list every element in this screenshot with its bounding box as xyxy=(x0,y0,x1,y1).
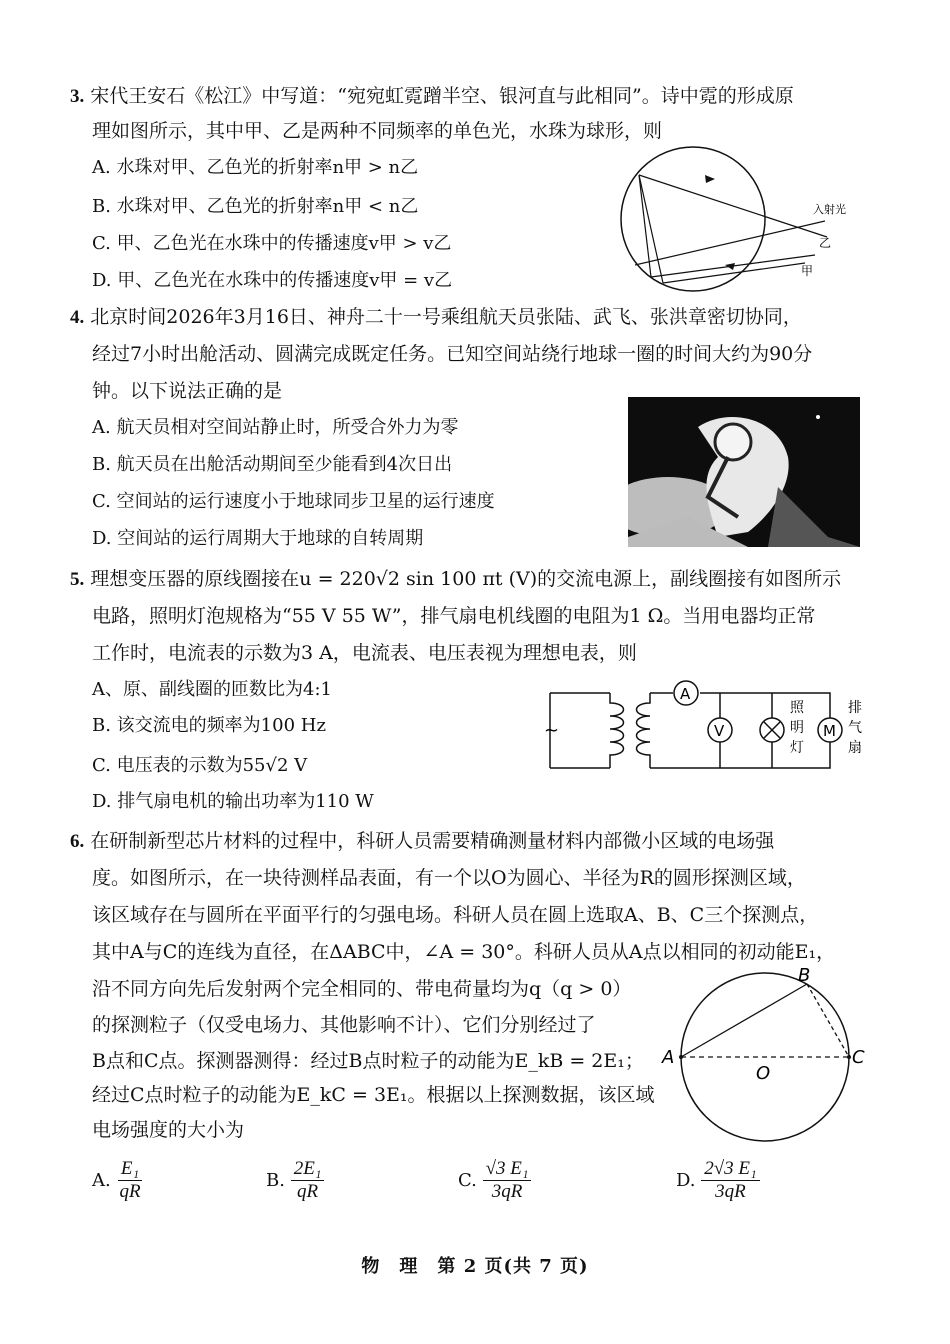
fan-label-3: 扇 xyxy=(848,740,862,756)
ray-3 xyxy=(635,221,825,265)
center-o-label: O xyxy=(756,1063,771,1084)
q3-rainbow-figure xyxy=(605,145,865,295)
q6-option-d-num: 2√3 E₁ xyxy=(701,1158,759,1181)
q4-option-d: D. 空间站的运行周期大于地球的自转周期 xyxy=(92,528,424,549)
q4-option-c: C. 空间站的运行速度小于地球同步卫星的运行速度 xyxy=(92,491,495,512)
internal-ray-2 xyxy=(639,175,663,283)
point-c-label: C xyxy=(852,1047,865,1068)
q6-option-d-den: 3qR xyxy=(715,1181,746,1202)
q4-number: 4. xyxy=(70,307,85,328)
page-footer: 物 理 第 2 页(共 7 页) xyxy=(361,1256,589,1277)
point-a-label: A xyxy=(662,1047,675,1068)
incident-light-label: 入射光 xyxy=(813,203,846,216)
q3-stem-text1: 宋代王安石《松江》中写道：“宛宛虹霓蹭半空、银河直与此相同”。诗中霓的形成原 xyxy=(90,85,794,107)
q6-option-c-letter: C. xyxy=(458,1170,477,1191)
lamp-label-3: 灯 xyxy=(790,740,804,756)
q6-stem-line4: 其中A与C的连线为直径，在ΔABC中，∠A = 30°。科研人员从A点以相同的初动能E₁， xyxy=(92,941,836,963)
q6-stem-text1: 在研制新型芯片材料的过程中，科研人员需要精确测量材料内部微小区域的电场强 xyxy=(90,830,775,852)
q6-number: 6. xyxy=(70,831,85,852)
q5-option-b: B. 该交流电的频率为100 Hz xyxy=(92,715,326,736)
q6-option-a-fraction xyxy=(116,1158,143,1203)
q6-option-c-fraction xyxy=(483,1158,532,1203)
q6-stem-line3: 该区域存在与圆所在平面平行的匀强电场。科研人员在圆上选取A、B、C三个探测点， xyxy=(92,904,819,926)
q6-circle-figure xyxy=(660,965,875,1150)
primary-coil xyxy=(610,693,624,768)
fan-label-1: 排 xyxy=(848,700,862,716)
q6-option-d-fraction xyxy=(701,1158,759,1203)
q4-stem-line2: 经过7小时出舱活动、圆满完成既定任务。已知空间站绕行地球一圈的时间大约为90分 xyxy=(92,343,813,365)
q3-number: 3. xyxy=(70,86,85,107)
q4-stem-line3: 钟。以下说法正确的是 xyxy=(92,380,283,402)
q5-option-d: D. 排气扇电机的输出功率为110 W xyxy=(92,791,374,812)
q6-option-b-num: 2E₁ xyxy=(291,1158,325,1181)
q6-stem-line5: 沿不同方向先后发射两个完全相同的、带电荷量均为q（q > 0） xyxy=(92,978,632,1000)
arrow-1 xyxy=(705,175,715,183)
q6-stem-line7: B点和C点。探测器测得：经过B点时粒子的动能为E_kB = 2E₁； xyxy=(92,1050,644,1072)
q5-stem-line1 xyxy=(70,567,841,592)
q6-option-a xyxy=(92,1158,144,1203)
q6-stem-line6: 的探测粒子（仅受电场力、其他影响不计）、它们分别经过了 xyxy=(92,1014,596,1036)
voltmeter-label: V xyxy=(714,722,725,740)
fan-label-2: 气 xyxy=(848,720,862,736)
q5-option-a: A、原、副线圈的匝数比为4:1 xyxy=(92,679,332,700)
motor-label: M xyxy=(823,722,836,740)
q6-option-c-den: 3qR xyxy=(491,1181,523,1202)
q4-astronaut-photo xyxy=(628,397,860,547)
chord-ab xyxy=(681,984,807,1057)
q6-stem-line1 xyxy=(70,829,774,854)
incident-ray xyxy=(639,175,827,237)
chord-bc xyxy=(807,984,849,1057)
q6-stem-line9: 电场强度的大小为 xyxy=(92,1119,245,1141)
q5-stem-text1: 理想变压器的原线圈接在u = 220√2 sin 100 πt (V)的交流电源上，副线圈接有如图所示 xyxy=(90,568,842,590)
q5-stem-line2: 电路，照明灯泡规格为“55 V 55 W”，排气扇电机线圈的电阻为1 Ω。当用电器均正常 xyxy=(92,605,816,627)
q6-option-b-fraction xyxy=(291,1158,325,1203)
lamp-label-2: 明 xyxy=(790,720,804,736)
q5-option-c: C. 电压表的示数为55√2 V xyxy=(92,755,308,776)
q4-stem-text1: 北京时间2026年3月16日、神舟二十一号乘组航天员张陆、武飞、张洪章密切协同， xyxy=(90,306,802,328)
q5-circuit-figure xyxy=(540,678,870,778)
q6-option-a-den: qR xyxy=(119,1181,141,1202)
q3-stem-line2: 理如图所示，其中甲、乙是两种不同频率的单色光，水珠为球形，则 xyxy=(92,120,663,142)
q6-option-d xyxy=(676,1158,760,1203)
point-b-label: B xyxy=(798,965,811,986)
q6-option-a-num: E₁ xyxy=(118,1158,142,1181)
secondary-coil xyxy=(637,693,651,768)
q6-option-d-letter: D. xyxy=(676,1170,696,1191)
q6-stem-line2: 度。如图所示，在一块待测样品表面，有一个以O为圆心、半径为R的圆形探测区域， xyxy=(92,867,806,889)
q6-stem-line8: 经过C点时粒子的动能为E_kC = 3E₁。根据以上探测数据，该区域 xyxy=(92,1084,655,1106)
q4-option-b: B. 航天员在出舱活动期间至少能看到4次日出 xyxy=(92,454,453,475)
q6-option-c-num: √3 E₁ xyxy=(483,1158,532,1181)
q4-option-a: A. 航天员相对空间站静止时，所受合外力为零 xyxy=(92,417,459,438)
label-yi: 乙 xyxy=(819,236,832,250)
lamp-label-1: 照 xyxy=(790,700,804,716)
label-jia: 甲 xyxy=(801,264,814,278)
q3-option-c: C. 甲、乙色光在水珠中的传播速度v甲 > v乙 xyxy=(92,233,452,254)
q3-option-b: B. 水珠对甲、乙色光的折射率n甲 < n乙 xyxy=(92,196,419,217)
q5-stem-line3: 工作时，电流表的示数为3 A，电流表、电压表视为理想电表，则 xyxy=(92,642,637,664)
q6-option-c xyxy=(458,1158,531,1203)
q6-option-b xyxy=(266,1158,324,1203)
ammeter-label: A xyxy=(680,685,691,703)
q3-stem-line1 xyxy=(70,84,794,109)
q3-option-d: D. 甲、乙色光在水珠中的传播速度v甲 = v乙 xyxy=(92,270,453,291)
q6-option-a-letter: A. xyxy=(92,1170,111,1191)
water-drop-circle xyxy=(621,147,765,291)
q5-number: 5. xyxy=(70,569,85,590)
q6-option-b-den: qR xyxy=(296,1181,319,1202)
q6-option-b-letter: B. xyxy=(266,1170,285,1191)
q4-stem-line1 xyxy=(70,305,802,330)
q3-option-a: A. 水珠对甲、乙色光的折射率n甲 > n乙 xyxy=(92,157,419,178)
ac-source-symbol: ~ xyxy=(544,720,560,741)
